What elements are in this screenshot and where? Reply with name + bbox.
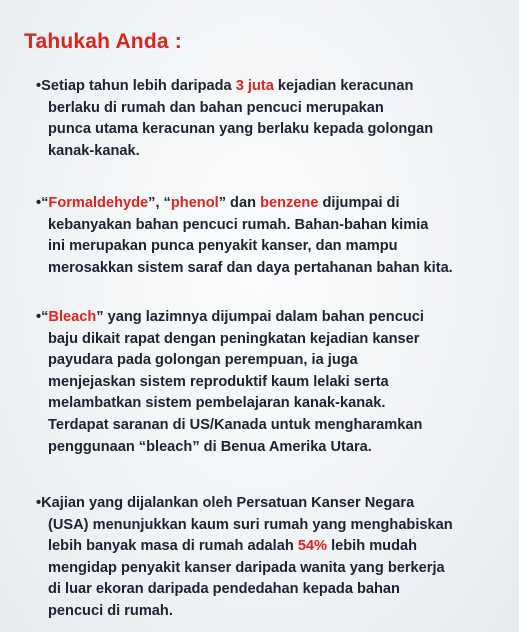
bullet-bleach — [36, 307, 516, 458]
text-segment: punca utama keracunan yang berlaku kepada golongan — [48, 121, 434, 138]
bullet-line — [36, 329, 516, 351]
bullet-line — [36, 579, 516, 601]
highlighted-term: 3 juta — [235, 78, 274, 94]
text-segment: ini merupakan punca penyakit kanser, dan mampu — [48, 238, 398, 255]
bullet-line — [36, 119, 516, 141]
text-segment: kejadian keracunan — [273, 78, 414, 94]
highlighted-term: Bleach — [48, 309, 97, 325]
highlighted-term: benzene — [260, 195, 319, 211]
text-segment: pencuci di rumah. — [48, 602, 173, 619]
page-title: Tahukah Anda : — [24, 30, 182, 53]
bullet-cancer-study — [36, 493, 516, 623]
text-segment: ” dan — [218, 195, 261, 211]
bullet-line — [36, 415, 516, 437]
text-segment: melambatkan sistem pembelajaran kanak-kanak. — [48, 395, 386, 412]
text-segment: •Setiap tahun lebih daripada — [36, 78, 236, 94]
text-segment: ”, “ — [148, 195, 171, 211]
text-segment: (USA) menunjukkan kaum suri rumah yang menghabiskan — [48, 516, 453, 533]
text-segment: payudara pada golongan perempuan, ia juga — [48, 352, 358, 369]
text-segment: berlaku di rumah dan bahan pencuci merupakan — [48, 99, 384, 116]
text-segment: merosakkan sistem saraf dan daya pertahanan bahan kita. — [48, 259, 453, 276]
text-segment: Terdapat saranan di US/Kanada untuk mengharamkan — [48, 416, 423, 433]
bullet-line — [36, 372, 516, 394]
bullet-line — [36, 437, 516, 459]
bullet-line — [36, 193, 516, 215]
bullet-line — [36, 258, 516, 280]
bullet-line — [36, 98, 516, 120]
bullet-chemicals — [36, 193, 516, 279]
text-segment: •Kajian yang dijalankan oleh Persatuan Kanser Negara — [36, 495, 415, 511]
text-segment: lebih banyak masa di rumah adalah — [48, 538, 298, 555]
text-segment: dijumpai di — [318, 195, 400, 211]
text-segment: lebih mudah — [327, 538, 418, 555]
text-segment: baju dikait rapat dengan peningkatan kejadian kanser — [48, 330, 420, 347]
bullet-line — [36, 307, 516, 329]
text-segment: •“ — [36, 309, 49, 325]
bullet-line — [36, 601, 516, 623]
text-segment: menjejaskan sistem reproduktif kaum lelaki serta — [48, 373, 389, 390]
bullet-line — [36, 393, 516, 415]
bullet-line — [36, 76, 516, 98]
bullet-line — [36, 493, 516, 515]
bullet-line — [36, 536, 516, 558]
text-segment: ” yang lazimnya dijumpai dalam bahan pencuci — [96, 309, 424, 325]
bullet-line — [36, 515, 516, 537]
highlighted-term: 54% — [297, 538, 328, 555]
bullet-line — [36, 350, 516, 372]
bullet-line — [36, 236, 516, 258]
text-segment: penggunaan “bleach” di Benua Amerika Utara. — [48, 438, 372, 455]
highlighted-term: phenol — [170, 195, 219, 211]
bullet-line — [36, 141, 516, 163]
bullet-line — [36, 215, 516, 237]
text-segment: kebanyakan bahan pencuci rumah. Bahan-bahan kimia — [48, 216, 429, 233]
text-segment: di luar ekoran daripada pendedahan kepada bahan — [48, 581, 400, 598]
highlighted-term: Formaldehyde — [48, 195, 149, 211]
text-segment: kanak-kanak. — [48, 142, 140, 159]
text-segment: mengidap penyakit kanser daripada wanita yang berkerja — [48, 559, 445, 576]
bullet-line — [36, 558, 516, 580]
bullet-poisoning-stats — [36, 76, 516, 162]
text-segment: •“ — [36, 195, 49, 211]
